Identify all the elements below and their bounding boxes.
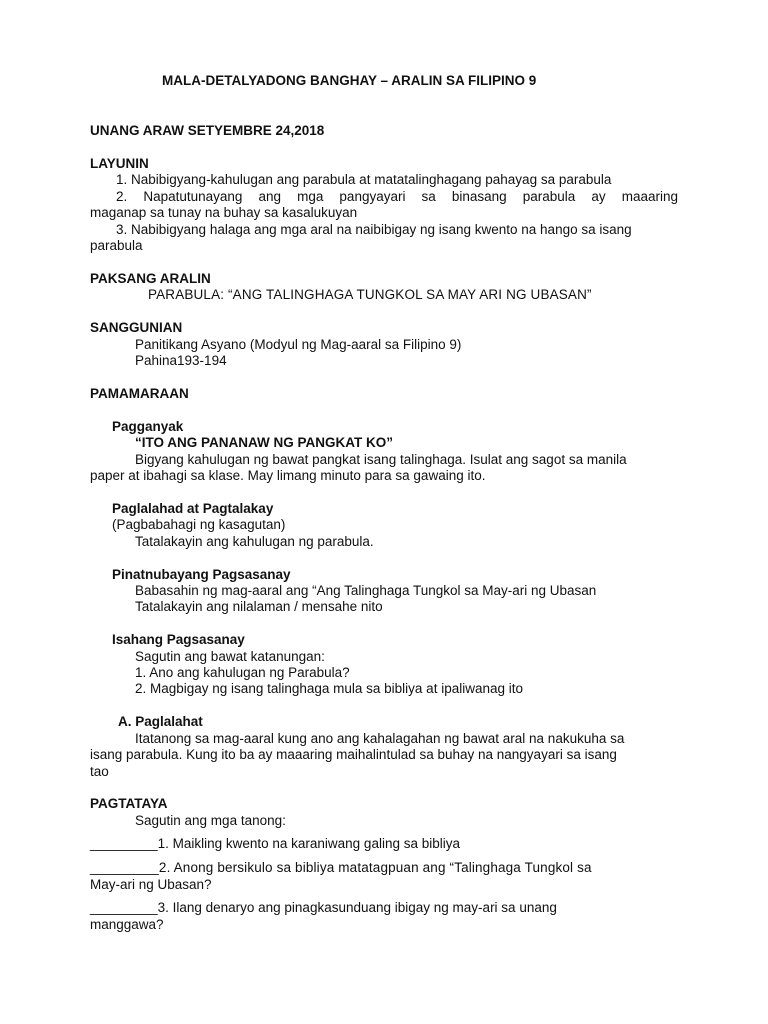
isahan-heading: Isahang Pagsasanay [112,632,245,647]
pinatnubayan-line-1: Babasahin ng mag-aaral ang “Ang Talinghaga Tungkol sa May-ari ng Ubasan [135,583,597,598]
pinatnubayan-line-2: Tatalakayin ang nilalaman / mensahe nito [135,599,383,614]
sanggunian-line-2: Pahina193-194 [135,353,227,368]
paksang-aralin-heading: PAKSANG ARALIN [90,271,211,286]
sanggunian-heading: SANGGUNIAN [90,320,183,335]
isahan-line-3: 2. Magbigay ng isang talinghaga mula sa bibliya at ipaliwanag ito [135,681,523,696]
paglalahad-sub: (Pagbabahagi ng kasagutan) [112,517,286,532]
paglalahad-heading: Paglalahad at Pagtalakay [112,501,274,516]
document-title: MALA-DETALYADONG BANGHAY – ARALIN SA FILIPINO 9 [162,73,537,88]
isahan-line-2: 1. Ano ang kahulugan ng Parabula? [135,665,350,680]
paglalahat-line-2: isang parabula. Kung ito ba ay maaaring maihalintulad sa buhay na nangyayari sa isang [90,747,617,762]
layunin-item-3-line-1: 3. Nabibigyang halaga ang mga aral na naibibigay ng isang kwento na hango sa isang [116,222,632,237]
pagganyak-line-1: Bigyang kahulugan ng bawat pangkat isang talinghaga. Isulat ang sagot sa manila [135,452,627,467]
paglalahad-line-1: Tatalakayin ang kahulugan ng parabula. [135,534,374,549]
pagtataya-question-2-line-2: May-ari ng Ubasan? [90,877,212,892]
pinatnubayan-heading: Pinatnubayang Pagsasanay [112,567,291,582]
paglalahat-line-1: Itatanong sa mag-aaral kung ano ang kahalagahan ng bawat aral na nakukuha sa [135,731,625,746]
paksang-aralin-text: PARABULA: “ANG TALINGHAGA TUNGKOL SA MAY ARI NG UBASAN” [148,287,592,302]
layunin-item-1: 1. Nabibigyang-kahulugan ang parabula at matatalinghagang pahayag sa parabula [116,172,612,187]
layunin-heading: LAYUNIN [90,156,149,171]
pagtataya-heading: PAGTATAYA [90,796,168,811]
paglalahat-heading: A. Paglalahat [118,714,203,729]
pagtataya-question-2-line-1: _________2. Anong bersikulo sa bibliya matatagpuan ang “Talinghaga Tungkol sa [90,860,592,875]
layunin-item-2-line-2: maganap sa tunay na buhay sa kasalukuyan [90,205,358,220]
layunin-item-2-line-1: 2. Napatutunayang ang mga pangyayari sa binasang parabula ay maaaring [116,189,678,204]
pagtataya-instruction: Sagutin ang mga tanong: [135,813,286,828]
pagganyak-activity-title: “ITO ANG PANANAW NG PANGKAT KO” [135,435,393,450]
isahan-line-1: Sagutin ang bawat katanungan: [135,649,325,664]
pagganyak-line-2: paper at ibahagi sa klase. May limang minuto para sa gawaing ito. [90,468,486,483]
date-heading: UNANG ARAW SETYEMBRE 24,2018 [90,123,325,138]
layunin-item-3-line-2: parabula [90,238,143,253]
paglalahat-line-3: tao [90,764,109,779]
pagganyak-heading: Pagganyak [112,419,184,434]
pamamaraan-heading: PAMAMARAAN [90,386,189,401]
pagtataya-question-1: _________1. Maikling kwento na karaniwang galing sa bibliya [90,836,460,851]
pagtataya-question-3-line-2: manggawa? [90,917,164,932]
sanggunian-line-1: Panitikang Asyano (Modyul ng Mag-aaral sa Filipino 9) [135,337,462,352]
pagtataya-question-3-line-1: _________3. Ilang denaryo ang pinagkasunduang ibigay ng may-ari sa unang [90,900,557,915]
